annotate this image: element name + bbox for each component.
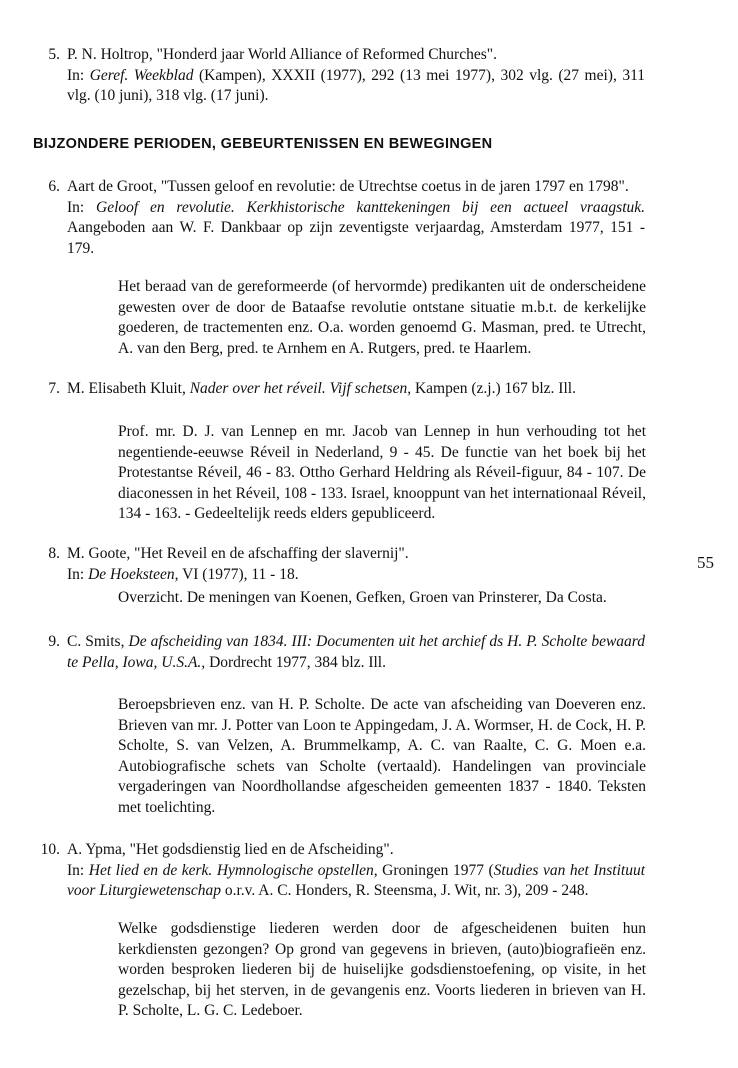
citation-details: (Kampen), XXXII (1977), 292 (13 mei 1977), 302 vlg. (27 mei), 311 vlg. (10 juni), 318 vlg. (17 juni). [67,66,645,104]
section-heading: BIJZONDERE PERIODEN, GEBEURTENISSEN EN BEWEGINGEN [33,136,493,152]
in-label: In: [67,198,96,216]
annotation: Prof. mr. D. J. van Lennep en mr. Jacob van Lennep in hun verhouding tot het negentiende-eeuwse Réveil in Nederland, 9 - 45. De functie van het boek bij het Protestantse Réveil, 46 - 83. Ottho Gerhard Heldring als Réveil-figuur, 84 - 107. De diaconessen in het Réveil, 108 - 133. Israel, knooppunt van het internationaal Réveil, 134 - 163. - Gedeeltelijk reeds elders gepubliceerd. [118,423,646,522]
citation-details: Dordrecht 1977, 384 blz. Ill. [205,653,386,671]
in-label: In: [67,66,90,84]
citation-details: Aangeboden aan W. F. Dankbaar op zijn zeventigste verjaardag, Amsterdam 1977, 151 - 179. [67,219,645,257]
entry-number: 9. [48,633,60,650]
citation [67,632,645,673]
entry-number: 6. [48,178,60,195]
journal-title: Geref. Weekblad [89,66,194,84]
author: C. Smits, [67,633,129,650]
entry-number: 8. [48,545,60,562]
book-title: Geloof en revolutie. Kerkhistorische kanttekeningen bij een actueel vraagstuk. [96,198,645,216]
citation-details: Kampen (z.j.) 167 blz. Ill. [411,380,576,397]
entry-number: 7. [48,380,60,397]
annotation: Beroepsbrieven enz. van H. P. Scholte. De acte van afscheiding van Doeveren enz. Brieven van mr. J. Potter van Loon te Appingedam, J. A. Wormser, H. de Cock, H. P. Scholte, S. van Velzen, A. Brummelkamp, A. C. van Raalte, C. G. Moen e.a. Autobiografische schets van Scholte (vertaald). Handelingen van provinciale vergaderingen van Noordhollandse afgescheiden gemeenten 1837 - 1840. Teksten met toelichting. [118,696,646,816]
citation [67,544,645,585]
in-label: In: [67,565,89,583]
citation-line: M. Goote, "Het Reveil en de afschaffing der slavernij". [67,545,409,562]
author: M. Elisabeth Kluit, [67,380,190,397]
book-title: Nader over het réveil. Vijf schetsen, [189,380,412,397]
entry-number: 5. [48,46,60,63]
citation-line: P. N. Holtrop, "Honderd jaar World Alliance of Reformed Churches". [67,46,497,63]
citation-line: Aart de Groot, "Tussen geloof en revolutie: de Utrechtse coetus in de jaren 1797 en 1798". [67,178,629,195]
annotation: Het beraad van de gereformeerde (of hervormde) predikanten uit de onderscheidene gewesten over de door de Bataafse revolutie ontstane situatie m.b.t. de kerkelijke goederen, de tractementen enz. O.a. worden genoemd G. Masman, pred. te Utrecht, A. van den Berg, pred. te Arnhem en A. Rutgers, pred. te Haarlem. [118,278,646,357]
citation [67,840,645,902]
annotation: Overzicht. De meningen van Koenen, Gefken, Groen van Prinsterer, Da Costa. [118,589,607,606]
entry-number: 10. [40,841,60,858]
citation [67,177,645,259]
annotation: Welke godsdienstige liederen werden door de afgescheidenen buiten hun kerkdiensten gezongen? Op grond van gegevens in brieven, (auto)biografieën enz. worden besproken liederen bij de huiselijke godsdienstoefening, op visite, in het gezelschap, bij het sterven, in de gevangenis enz. Voorts liederen in brieven van H. P. Scholte, L. G. C. Ledeboer. [118,920,646,1019]
citation-line: A. Ypma, "Het godsdienstig lied en de Afscheiding". [67,841,394,858]
citation [67,379,645,400]
citation [67,45,645,107]
book-title: Het lied en de kerk. Hymnologische opstellen, [88,861,378,879]
in-label: In: [67,861,89,879]
book-title: De afscheiding van 1834. III: Documenten uit het archief ds H. P. Scholte bewaard te Pella, Iowa, U.S.A., [67,633,645,671]
citation-details: Groningen 1977 ( [377,861,494,879]
page-number: 55 [697,553,714,572]
journal-title: De Hoeksteen, [88,565,179,583]
series-title: Studies van het Instituut voor Liturgiewetenschap [67,861,646,899]
citation-details: o.r.v. A. C. Honders, R. Steensma, J. Wit, nr. 3), 209 - 248. [220,882,589,899]
citation-details: VI (1977), 11 - 18. [178,565,299,583]
